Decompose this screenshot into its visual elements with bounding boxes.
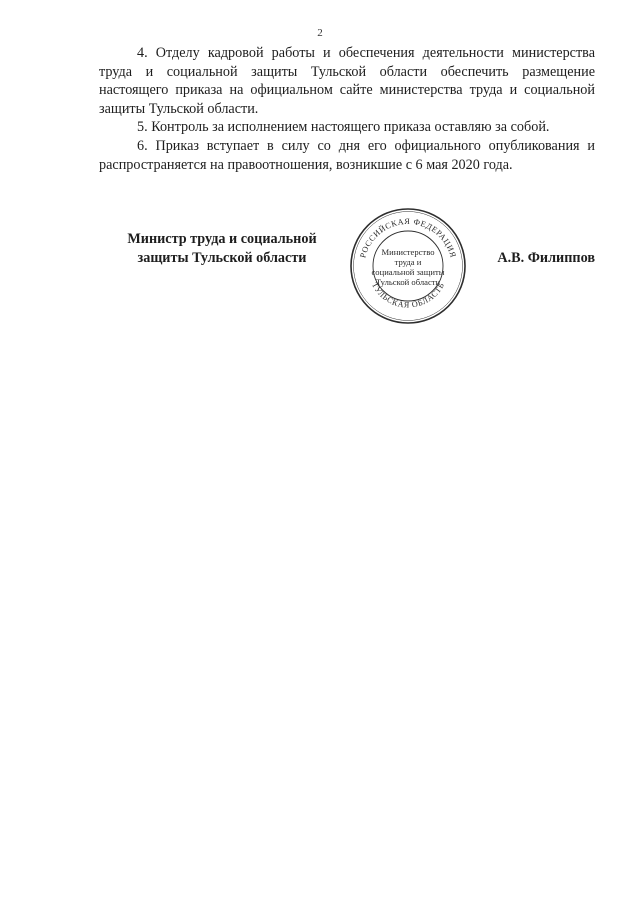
- paragraph-4: 4. Отделу кадровой работы и обеспечения деятельности министерства труда и социальной защиты Тульской области обеспечить размещение настоящего приказа на официальном сайте министерства труда и социальной защиты Тульской области.: [99, 45, 595, 117]
- document-body: [99, 44, 595, 174]
- page-number: 2: [317, 27, 323, 39]
- seal-center-line-3: социальной защиты: [371, 267, 445, 277]
- signer-title: [112, 230, 332, 268]
- seal-center-line-4: Тульской области: [375, 277, 441, 287]
- signer-name: А.В. Филиппов: [497, 250, 595, 266]
- paragraph-5: 5. Контроль за исполнением настоящего приказа оставляю за собой.: [137, 119, 550, 136]
- paragraph-6: 6. Приказ вступает в силу со дня его официального опубликования и распространяется на правоотношения, возникшие с 6 мая 2020 года.: [99, 137, 595, 173]
- seal-center-line-1: Министерство: [381, 247, 435, 257]
- seal-ring-top-text: РОССИЙСКАЯ ФЕДЕРАЦИЯ: [358, 216, 458, 259]
- seal-graphic: [348, 206, 468, 326]
- signer-title-line-1: Министр труда и социальной: [127, 231, 317, 247]
- seal-center-line-2: труда и: [394, 257, 422, 267]
- seal-ring-bottom-text: ТУЛЬСКАЯ ОБЛАСТЬ: [369, 280, 447, 310]
- official-seal-stamp: [348, 206, 468, 326]
- signer-title-line-2: защиты Тульской области: [137, 250, 307, 266]
